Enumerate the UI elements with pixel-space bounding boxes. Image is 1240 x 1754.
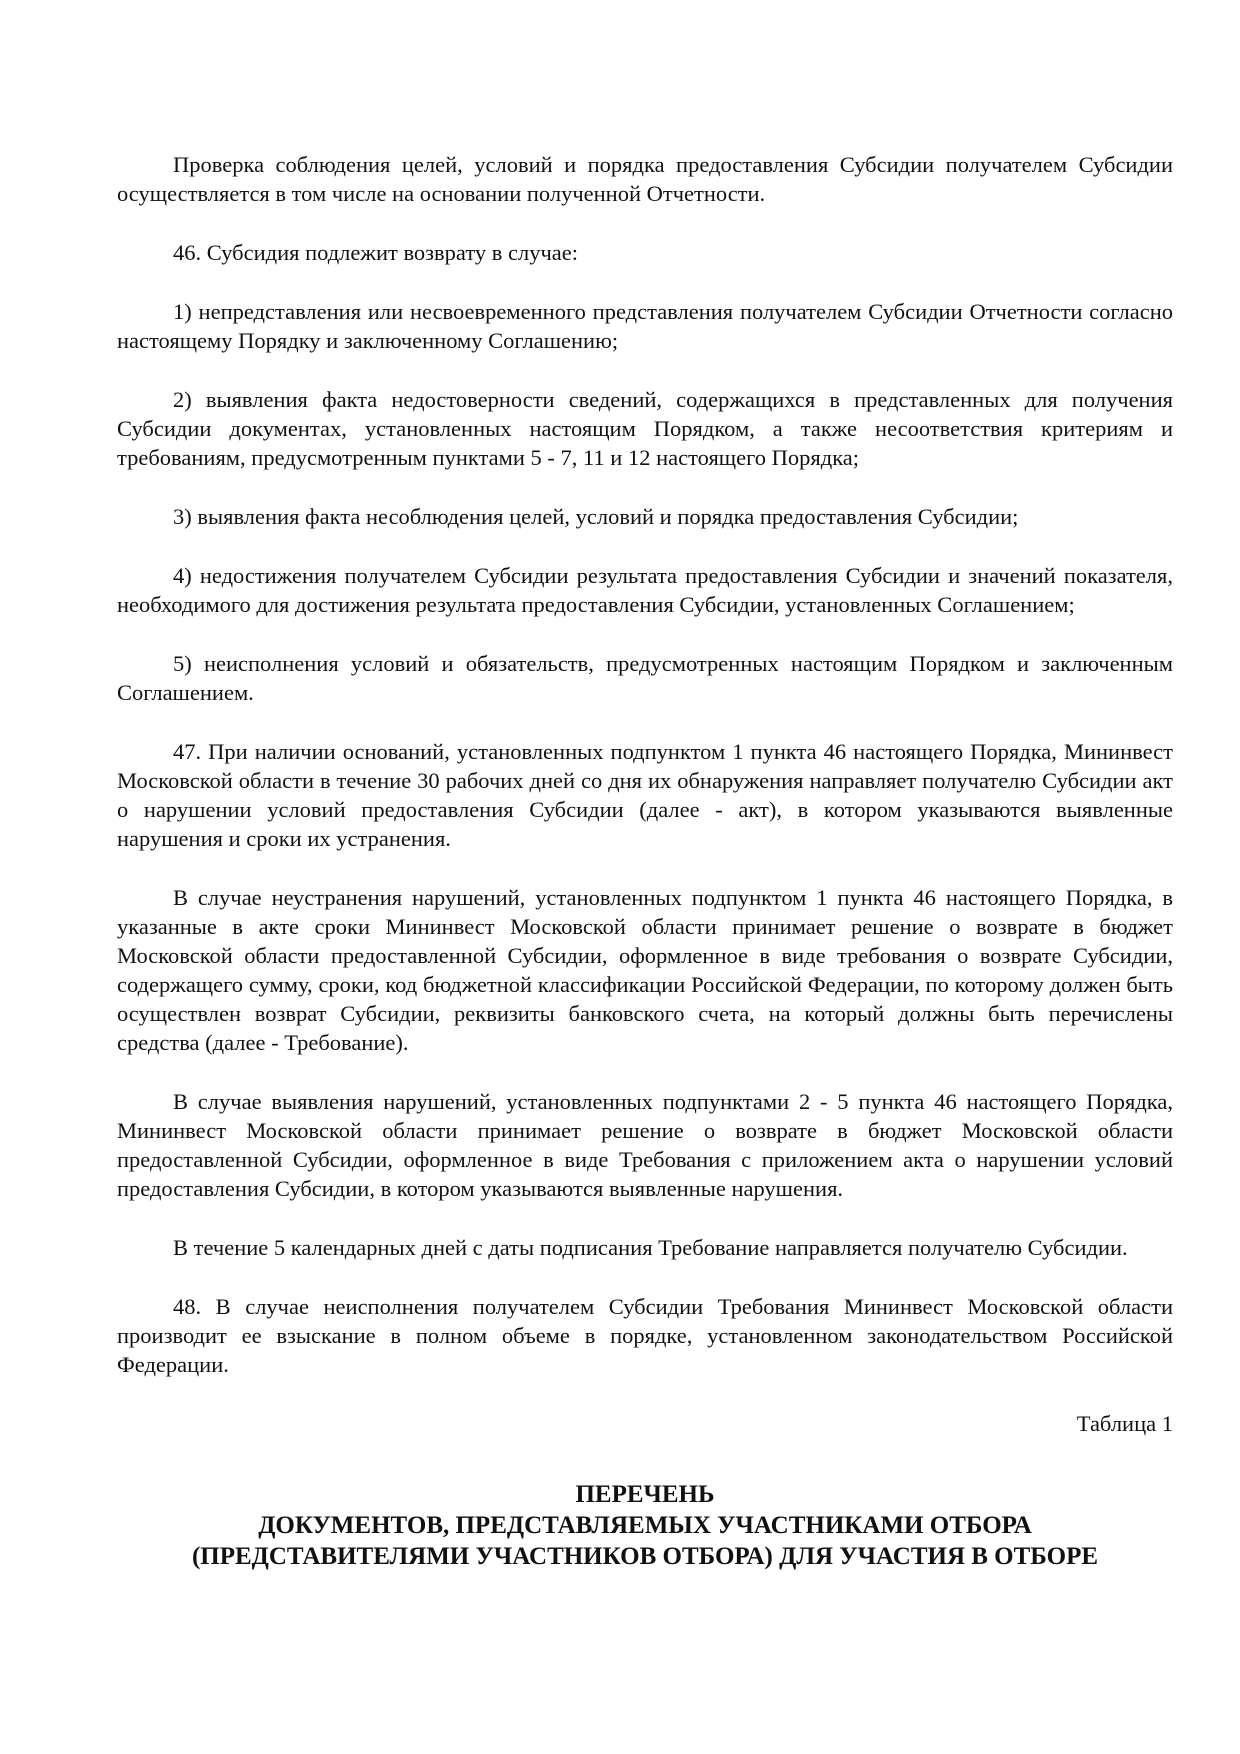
paragraph-item-47: 47. При наличии оснований, установленных подпунктом 1 пункта 46 настоящего Порядка, Мининвест Московской области в течение 30 рабочих дней со дня их обнаружения направляет получателю Субсидии акт о нарушении условий предоставления Субсидии (далее - акт), в котором указываются выявленные нарушения и сроки их устранения. [117, 739, 1173, 851]
table-label: Таблица 1 [1076, 1411, 1173, 1436]
paragraph-46-2: 2) выявления факта недостоверности сведений, содержащихся в представленных для получения Субсидии документах, установленных настоящим Порядком, а также несоответствия критериям и требованиям, предусмотренным пунктами 5 - 7, 11 и 12 настоящего Порядка; [117, 387, 1173, 470]
document-heading [117, 1479, 1173, 1572]
paragraph-47-violations: В случае выявления нарушений, установленных подпунктами 2 - 5 пункта 46 настоящего Порядка, Мининвест Московской области принимает решение о возврате в бюджет Московской области предоставленной Субсидии, оформленное в виде Требования с приложением акта о нарушении условий предоставления Субсидии, в котором указываются выявленные нарушения. [117, 1089, 1173, 1201]
paragraph-47-deadline: В течение 5 календарных дней с даты подписания Требование направляется получателю Субсидии. [173, 1235, 1128, 1260]
paragraph-46-4: 4) недостижения получателем Субсидии результата предоставления Субсидии и значений показателя, необходимого для достижения результата предоставления Субсидии, установленных Соглашением; [117, 563, 1173, 617]
heading-subtitle: ДОКУМЕНТОВ, ПРЕДСТАВЛЯЕМЫХ УЧАСТНИКАМИ ОТБОРА (ПРЕДСТАВИТЕЛЯМИ УЧАСТНИКОВ ОТБОРА) ДЛЯ УЧАСТИЯ В ОТБОРЕ [191, 1512, 1099, 1570]
paragraph-46-5: 5) неисполнения условий и обязательств, предусмотренных настоящим Порядком и заключенным Соглашением. [117, 651, 1173, 705]
paragraph-46-3: 3) выявления факта несоблюдения целей, условий и порядка предоставления Субсидии; [173, 504, 1019, 529]
paragraph-item-46: 46. Субсидия подлежит возврату в случае: [173, 240, 578, 265]
paragraph-47-nonremediation: В случае неустранения нарушений, установленных подпунктом 1 пункта 46 настоящего Порядка, в указанные в акте сроки Мининвест Московской области принимает решение о возврате в бюджет Московской области предоставленной Субсидии, оформленное в виде требования о возврате Субсидии, содержащего сумму, сроки, код бюджетной классификации Российской Федерации, по которому должен быть осуществлен возврат Субсидии, реквизиты банковского счета, на который должны быть перечислены средства (далее - Требование). [117, 885, 1173, 1055]
paragraph-46-1: 1) непредставления или несвоевременного представления получателем Субсидии Отчетности согласно настоящему Порядку и заключенному Соглашению; [117, 299, 1173, 353]
heading-title: ПЕРЕЧЕНЬ [575, 1481, 715, 1508]
paragraph-item-48: 48. В случае неисполнения получателем Субсидии Требования Мининвест Московской области производит ее взыскание в полном объеме в порядке, установленном законодательством Российской Федерации. [117, 1294, 1173, 1377]
paragraph-verification: Проверка соблюдения целей, условий и порядка предоставления Субсидии получателем Субсидии осуществляется в том числе на основании полученной Отчетности. [117, 152, 1173, 206]
document-page [117, 150, 1173, 1572]
